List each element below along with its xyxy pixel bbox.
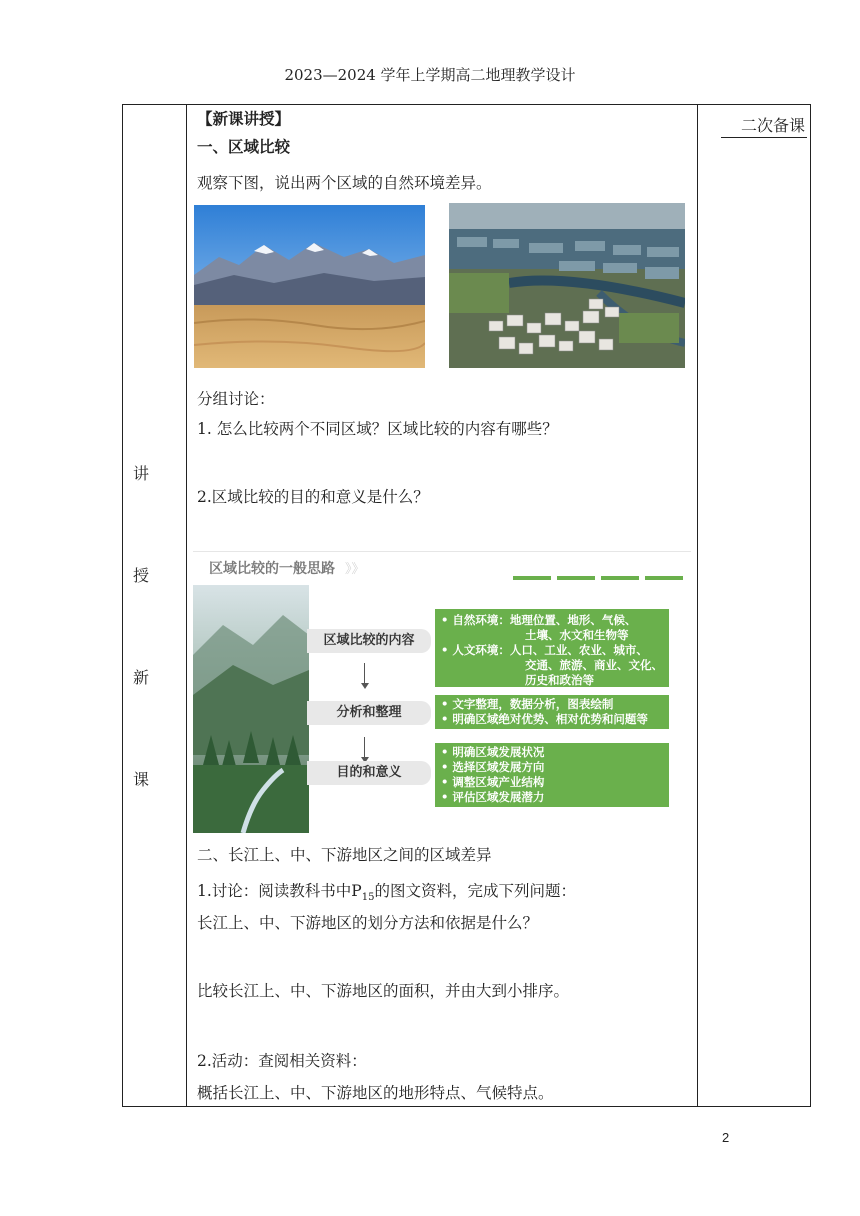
photo-forest-mountain: [193, 585, 309, 833]
activity-task: 概括长江上、中、下游地区的地形特点、气候特点。: [197, 1084, 554, 1102]
regional-comparison-diagram: [193, 551, 691, 833]
down-arrow-icon: [364, 663, 365, 685]
remark-label: 二次备课: [741, 116, 806, 135]
discussion-instruction: 1.讨论：阅读教科书中$P_{15}$的图文资料，完成下列问题：: [197, 882, 576, 904]
stage-char: 课: [133, 770, 150, 789]
page-number: 2: [722, 1130, 730, 1145]
step-analysis-label: 分析和整理: [307, 701, 431, 725]
page-header: 2023—2024 学年上学期高二地理教学设计: [284, 66, 576, 84]
heading-yangtze-differences: 二、长江上、中、下游地区之间的区域差异: [197, 846, 492, 864]
photo-mountain-desert: [194, 205, 425, 368]
question-division: 长江上、中、下游地区的划分方法和依据是什么？: [197, 914, 539, 932]
activity-instruction: 2.活动：查阅相关资料：: [197, 1052, 367, 1070]
section-tag: 【新课讲授】: [197, 109, 291, 128]
diagram-title: 区域比较的一般思路: [209, 561, 335, 577]
accent-bar: [513, 576, 551, 580]
accent-bar: [601, 576, 639, 580]
step-content-label: 区域比较的内容: [307, 629, 431, 653]
stage-column: [123, 105, 186, 1106]
purpose-details-box: • 明确区域发展状况 • 选择区域发展方向 • 调整区域产业结构 • 评估区域发展潜力: [435, 743, 669, 807]
group-discussion-label: 分组讨论：: [197, 390, 275, 408]
accent-bar: [645, 576, 683, 580]
diagram-header: [193, 551, 691, 582]
accent-bar: [557, 576, 595, 580]
question-1: 1. 怎么比较两个不同区域？区域比较的内容有哪些？: [197, 420, 558, 438]
step-purpose-label: 目的和意义: [307, 761, 431, 785]
analysis-details-box: • 文字整理，数据分析，图表绘制 • 明确区域绝对优势、相对优势和问题等: [435, 695, 669, 729]
column-divider: [186, 105, 187, 1106]
lesson-table: [122, 104, 811, 1107]
chevron-icon: 》》: [345, 562, 365, 577]
question-2: 2.区域比较的目的和意义是什么？: [197, 488, 429, 506]
question-area-ranking: 比较长江上、中、下游地区的面积，并由大到小排序。: [197, 982, 570, 1000]
remark-column-header: [719, 113, 809, 138]
content-details-box: • 自然环境：地理位置、地形、气候、 土壤、水文和生物等 • 人文环境：人口、工业、农业、城市、 交通、旅游、商业、文化、 历史和政治等: [435, 609, 669, 687]
stage-char: 授: [133, 566, 150, 585]
observe-prompt: 观察下图，说出两个区域的自然环境差异。: [197, 174, 492, 192]
remark-underline: [721, 137, 807, 138]
heading-regional-comparison: 一、区域比较: [197, 137, 291, 156]
column-divider: [697, 105, 698, 1106]
stage-char: 新: [133, 668, 150, 687]
down-arrow-icon: [364, 737, 365, 759]
stage-char: 讲: [133, 464, 150, 483]
photo-water-town-aerial: [449, 203, 685, 368]
